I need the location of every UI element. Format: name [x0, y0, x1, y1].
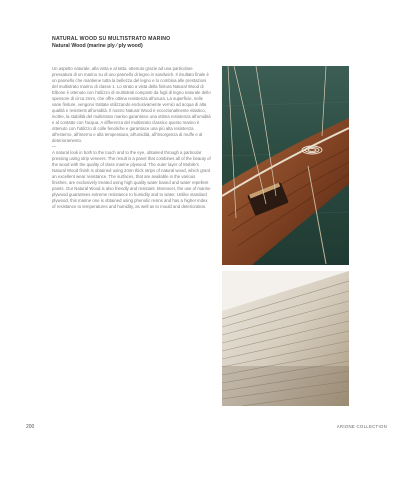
- plywood-photo: [222, 271, 349, 406]
- section-title: NATURAL WOOD SU MULTISTRATO MARINO: [52, 36, 171, 42]
- page-number: 200: [26, 424, 35, 430]
- section-subtitle: Natural Wood (marine ply ⁄ ply wood): [52, 43, 143, 49]
- sailboat-photo: [222, 66, 349, 265]
- italian-paragraph: Un aspetto naturale, alla vista e al tatto, ottenuto grazie ad una particolare pressatura di un marino su di uno pannello di legno in sandwich. Il risultato finale è un pannello che mantiene tutta la bellezza del legno e lo combina alle prestazioni del multistrato marino di classe 1. Lo strato a vista della finitura Natural Wood di Elbone è ottenuto con l'utilizzo di multistrati composti da fogli di legno naturale dello spessore di circa 2mm, che offre ottima resistenza all'usura. La superficie, nelle varie finiture, vengono trattate utilizzando esclusivamente vernici ad acqua di alta qualità e resistenti all'umidità. Il nostro Natural Wood è eccezionalmente elastico, inoltre, la stabilità del multistrato marino garantisce una ottima resistenza all'umidità e al contatto con l'acqua. A differenza del multistrato classico questo marino è ottenuto con l'utilizzo di colle fenoliche e garantisce una più alta resistenza all'esterno, all'interno e alla temperatura, all'umidità, all'insorgenza di muffe e al deterioramento.: [52, 66, 211, 143]
- english-paragraph: A natural look in both to the touch and to the eye, obtained through a particular pressing using strip veneers. The result is a panel that combines all of the beauty of the wood with the quality of class marine plywood. The outer layer of Mobile's Natural Wood finish is obtained using 2mm thick strips of natural wood, which grant an excellent wear resistance. The surfaces, that are available in the various finishes, are exclusively treated using high quality water based and water repellent paints. Our Natural Wood is also friendly and resistant. Moreover, the use of marine plywood guarantees extreme resistance to humidity and to water. Unlike standard plywood, this marine one is obtained using phenolic resins and has a higher index of resistance to temperatures and humidity, as well as to mould and deterioration.: [52, 150, 211, 209]
- body-text: [52, 66, 212, 210]
- brand-footer: ARIONE COLLECTION: [336, 424, 387, 429]
- section-header: [52, 36, 352, 50]
- language-separator: —: [52, 144, 57, 149]
